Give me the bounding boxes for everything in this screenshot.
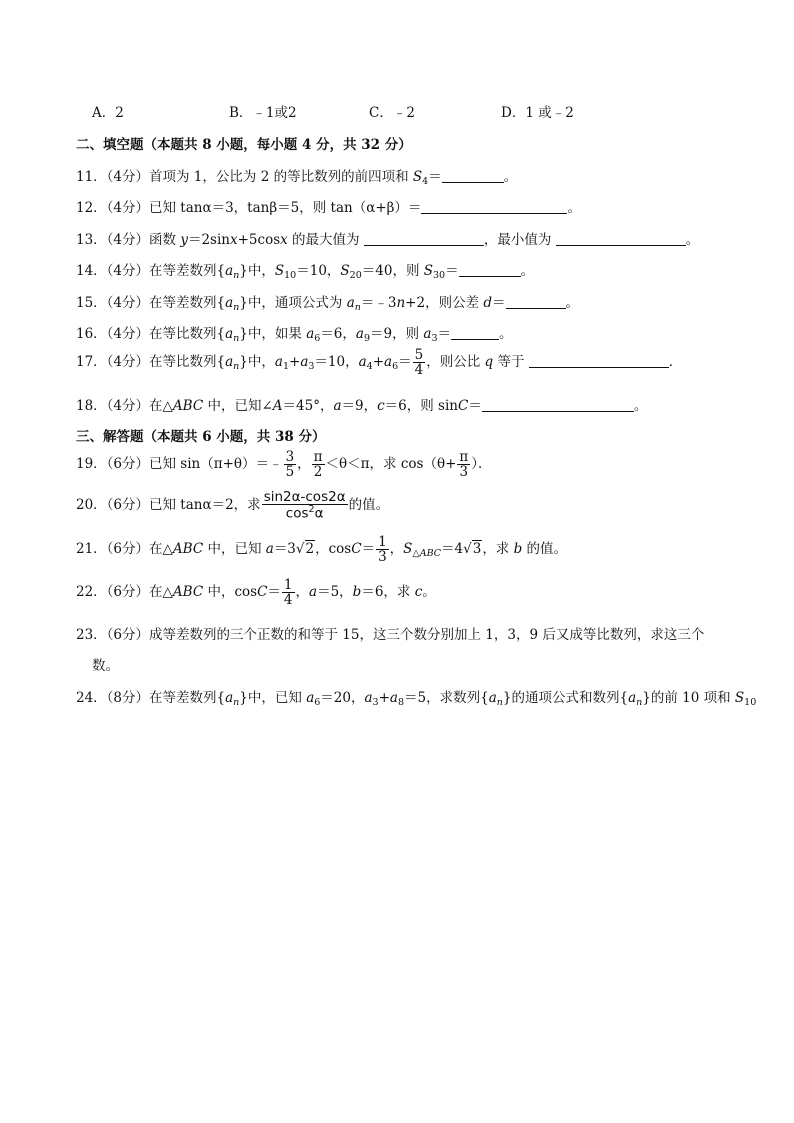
fraction: $\frac{\pi}{3}$	[459, 449, 469, 481]
question-15: 15．（4分）在等差数列$\{a_n\}$中，通项公式为 $a_n=﹣3n+2$，则公差 d＝ 。	[76, 295, 580, 313]
answer-blank[interactable]	[442, 168, 504, 183]
option-a: A．2	[92, 105, 124, 121]
question-17: 17．（4分）在等比数列$\{a_n\}$中，$a_1+a_3=10$，$a_4+a_6=$ $\frac{5}{4}$ ，则公比 q 等于 ．	[76, 347, 683, 379]
answer-blank[interactable]	[556, 231, 686, 246]
section3-title: 三、解答题（本题共 6 小题，共 38 分）	[76, 429, 326, 445]
question-14: 14．（4分）在等差数列$\{a_n\}$中，$S_{10}=10$，$S_{20}=40$，则 $S_{30}=$ 。	[76, 263, 535, 281]
question-24: 24．（8分）在等差数列$\{a_n\}$中，已知 $a_6=20$，$a_3+a_8=5$，求数列$\{a_n\}$的通项公式和数列$\{a_n\}$的前 10 项和 $S_{10}$	[76, 690, 757, 708]
answer-blank[interactable]	[421, 199, 567, 214]
question-22: 22．（6分）在△ABC 中，cosC＝ $\frac{1}{4}$ ，a＝5，b＝6，求 c。	[76, 577, 436, 609]
answer-blank[interactable]	[529, 353, 669, 368]
answer-blank[interactable]	[506, 294, 566, 309]
question-19: 19．（6分）已知 sin（π+θ）＝﹣ $\frac{3}{5}$ ， $\frac{\pi}{2}$ ＜θ＜π，求 cos（θ+ $\frac{\pi}{3}$ ）．	[76, 449, 492, 481]
question-20: 20．（6分）已知 tanα＝2，求 $\frac{\sin 2\alpha-\cos 2\alpha}{\cos^2\alpha}$ 的值。	[76, 489, 390, 522]
answer-blank[interactable]	[459, 262, 521, 277]
fraction: $\frac{1}{3}$	[378, 534, 387, 566]
fraction: $\frac{1}{4}$	[283, 577, 293, 609]
question-18: 18．（4分）在△ABC 中，已知∠A＝45°，a＝9，c＝6，则 sinC＝ 。	[76, 398, 648, 414]
option-d: D．1 或﹣2	[501, 105, 574, 121]
fraction: $\frac{\pi}{2}$	[313, 449, 323, 481]
answer-blank[interactable]	[451, 325, 499, 340]
answer-blank[interactable]	[364, 231, 484, 246]
question-23-line2: 数。	[92, 658, 119, 674]
sqrt-sign: √3	[463, 541, 482, 558]
question-21: 21．（6分）在△ABC 中，已知 a＝3√2，cosC＝ $\frac{1}{3}$ ，$S_{\triangle ABC}=4√3$，求 b 的值。	[76, 534, 568, 566]
option-b: B．﹣1或2	[229, 105, 297, 121]
sqrt-sign: √2	[295, 541, 315, 558]
fraction: $\frac{5}{4}$	[414, 347, 424, 379]
question-11: 11．（4分）首项为 1，公比为 2 的等比数列的前四项和 $S_4=$ 。	[76, 169, 518, 187]
fraction: $\frac{3}{5}$	[285, 449, 295, 481]
option-c: C．﹣2	[369, 105, 415, 121]
question-12: 12．（4分）已知 tanα＝3，tanβ＝5，则 tan（α+β）＝ 。	[76, 200, 581, 216]
section2-title: 二、填空题（本题共 8 小题，每小题 4 分，共 32 分）	[76, 137, 412, 153]
question-13: 13．（4分）函数 y＝2sinx+5cosx 的最大值为 ，最小值为 。	[76, 232, 700, 248]
question-16: 16．（4分）在等比数列$\{a_n\}$中，如果 $a_6=6$，$a_9=9$，则 $a_3=$ 。	[76, 326, 513, 344]
question-23-line1: 23．（6分）成等差数列的三个正数的和等于 15，这三个数分别加上 1，3，9 后又成等比数列，求这三个	[76, 627, 705, 643]
fraction: $\frac{\sin 2\alpha-\cos 2\alpha}{\cos^2\alpha}$	[263, 489, 346, 522]
answer-blank[interactable]	[482, 397, 634, 412]
